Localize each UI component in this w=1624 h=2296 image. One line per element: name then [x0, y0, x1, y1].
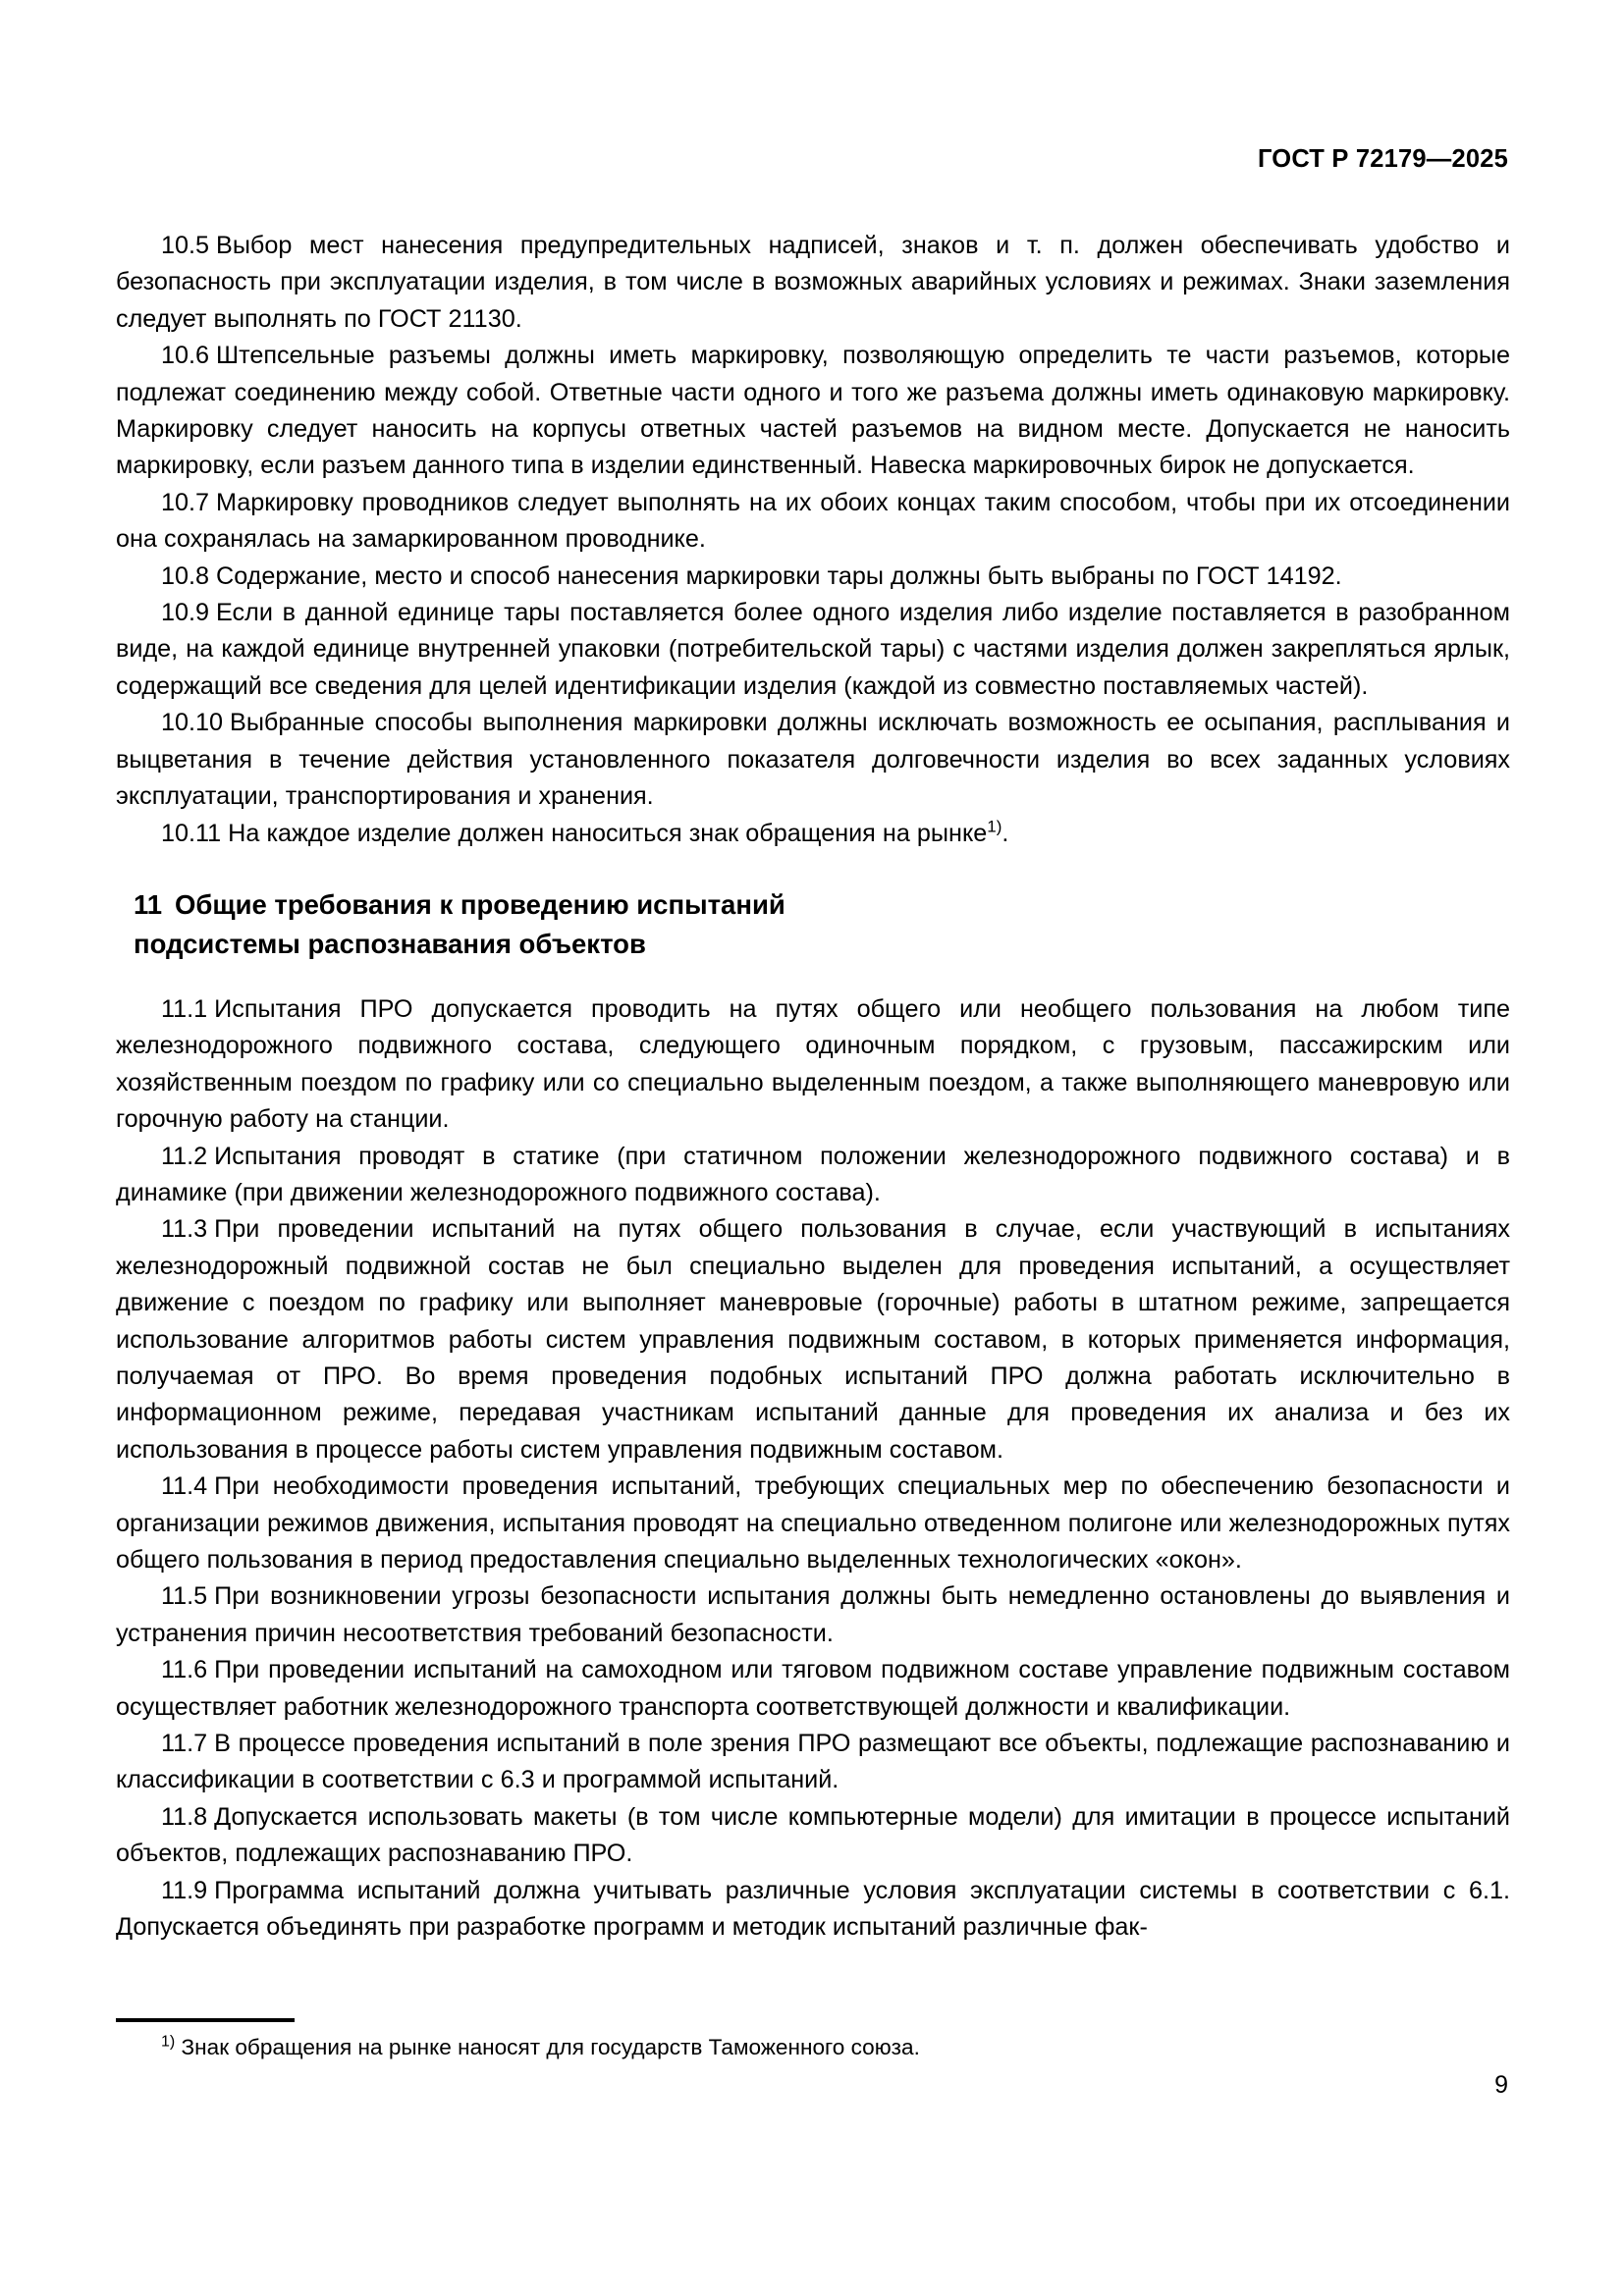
clause-text: Содержание, место и способ нанесения маркировки тары должны быть выбраны по ГОСТ 14192.	[216, 561, 1342, 590]
section-heading	[116, 885, 1510, 964]
clause-text: Программа испытаний должна учитывать различные условия эксплуатации системы в соответствии с 6.1. Допускается объединять при разработке программ и методик испытаний различные фак-	[116, 1876, 1510, 1942]
clause-number: 10.5	[161, 232, 210, 259]
clause-number: 10.9	[161, 599, 210, 627]
clause-number: 11.2	[161, 1142, 208, 1170]
heading-spacer-top	[116, 852, 1510, 885]
heading-spacer-bottom	[116, 964, 1510, 991]
footnote-body: Знак обращения на рынке наносят для государств Таможенного союза.	[181, 2035, 920, 2059]
clause-11-7	[116, 1726, 1510, 1799]
clause-11-5	[116, 1578, 1510, 1652]
clause-10-10	[116, 705, 1510, 815]
clause-11-8	[116, 1799, 1510, 1873]
clause-number: 11.7	[161, 1730, 208, 1758]
clause-text: При проведении испытаний на путях общего пользования в случае, если участвующий в испытаниях железнодорожный подвижной состав не был специально выделен для проведения испытаний, а осуществляет движение с поездом по графику или выполняет маневровые (горочные) работы в штатном режиме, запрещается использование алгоритмов работы систем управления подвижным составом, в которых применяется информация, получаемая от ПРО. Во время проведения подобных испытаний ПРО должна работать исключительно в информационном режиме, передавая участникам испытаний данные для проведения их анализа и без их использования в процессе работы систем управления подвижным составом.	[116, 1215, 1510, 1464]
clause-11-4	[116, 1468, 1510, 1578]
clause-number: 10.6	[161, 342, 210, 370]
clause-number: 10.8	[161, 561, 210, 590]
document-body	[116, 228, 1510, 1946]
clause-text-tail: .	[1001, 819, 1009, 847]
clause-text: Испытания ПРО допускается проводить на путях общего или необщего пользования на любом типе железнодорожного подвижного состава, следующего одиночным порядком, с грузовым, пассажирским или хозяйственным поездом по графику или со специально выделенным поездом, а также выполняющего маневровую или горочную работу на станции.	[116, 994, 1510, 1134]
clause-number: 10.7	[161, 488, 210, 516]
clause-text: Маркировку проводников следует выполнять на их обоих концах таким способом, чтобы при их отсоединении она сохранялась на замаркированном проводнике.	[116, 488, 1510, 554]
clause-number: 11.4	[161, 1472, 208, 1501]
clause-text: При возникновении угрозы безопасности испытания должны быть немедленно остановлены до выявления и устранения причин несоответствия требований безопасности.	[116, 1582, 1510, 1647]
clause-11-9	[116, 1873, 1510, 1947]
clause-number: 11.3	[161, 1215, 208, 1244]
clause-text: При необходимости проведения испытаний, требующих специальных мер по обеспечению безопасности и организации режимов движения, испытания проводят на специально отведенном полигоне или железнодорожных путях общего пользования в период предоставления специально выделенных технологических «окон».	[116, 1472, 1510, 1574]
clause-11-3	[116, 1211, 1510, 1468]
clause-text: В процессе проведения испытаний в поле зрения ПРО размещают все объекты, подлежащие распознаванию и классификации в соответствии с 6.3 и программой испытаний.	[116, 1730, 1510, 1794]
clause-number: 11.8	[161, 1802, 208, 1831]
clause-text: Выбранные способы выполнения маркировки должны исключать возможность ее осыпания, расплывания и выцветания в течение действия установленного показателя долговечности изделия во всех заданных условиях эксплуатации, транспортирования и хранения.	[116, 709, 1510, 811]
running-header-standard-number: ГОСТ Р 72179—2025	[1257, 145, 1508, 173]
clause-number: 11.6	[161, 1656, 208, 1684]
page-number: 9	[1494, 2071, 1508, 2099]
clause-text: Штепсельные разъемы должны иметь маркировку, позволяющую определить те части разъемов, которые подлежат соединению между собой. Ответные части одного и того же разъема должны иметь одинаковую маркировку. Маркировку следует наносить на корпусы ответных частей разъемов на видном месте. Допускается не наносить маркировку, если разъем данного типа в изделии единственный. Навеска маркировочных бирок не допускается.	[116, 342, 1510, 480]
footnote-separator-rule	[116, 2018, 295, 2022]
clause-number: 11.9	[161, 1876, 208, 1904]
clause-10-11	[116, 816, 1510, 852]
footnote-reference-marker[interactable]: 1)	[987, 817, 1002, 836]
clause-number: 10.11	[161, 819, 222, 847]
clause-text: Испытания проводят в статике (при статичном положении железнодорожного подвижного состава) и в динамике (при движении железнодорожного подвижного состава).	[116, 1142, 1510, 1206]
clause-text: При проведении испытаний на самоходном или тяговом подвижном составе управление подвижным составом осуществляет работник железнодорожного транспорта соответствующей должности и квалификации.	[116, 1656, 1510, 1721]
clause-11-1	[116, 991, 1510, 1139]
clause-number: 11.1	[161, 994, 208, 1023]
clause-number: 10.10	[161, 709, 224, 737]
clause-text: Если в данной единице тары поставляется более одного изделия либо изделие поставляется в разобранном виде, на каждой единице внутренней упаковки (потребительской тары) с частями изделия должен закрепляться ярлык, содержащий все сведения для целей идентификации изделия (каждой из совместно поставляемых частей).	[116, 599, 1510, 700]
footnote-marker: 1)	[161, 2033, 176, 2051]
clause-11-2	[116, 1139, 1510, 1212]
footnote-1	[116, 2032, 1510, 2063]
section-title-line-2: подсистемы распознавания объектов	[134, 928, 646, 959]
clause-10-8	[116, 559, 1510, 595]
clause-text: На каждое изделие должен наноситься знак обращения на рынке	[228, 819, 988, 847]
clause-11-6	[116, 1652, 1510, 1726]
section-number: 11	[134, 888, 163, 920]
footnote-area	[116, 2018, 1510, 2063]
section-title-line-1: Общие требования к проведению испытаний	[175, 888, 785, 920]
clause-10-6	[116, 338, 1510, 485]
clause-number: 11.5	[161, 1582, 208, 1611]
clause-10-7	[116, 485, 1510, 559]
clause-10-5	[116, 228, 1510, 338]
clause-text: Допускается использовать макеты (в том числе компьютерные модели) для имитации в процессе испытаний объектов, подлежащих распознаванию ПРО.	[116, 1802, 1510, 1868]
clause-10-9	[116, 595, 1510, 705]
clause-text: Выбор мест нанесения предупредительных надписей, знаков и т. п. должен обеспечивать удобство и безопасность при эксплуатации изделия, в том числе в возможных аварийных условиях и режимах. Знаки заземления следует выполнять по ГОСТ 21130.	[116, 232, 1510, 333]
